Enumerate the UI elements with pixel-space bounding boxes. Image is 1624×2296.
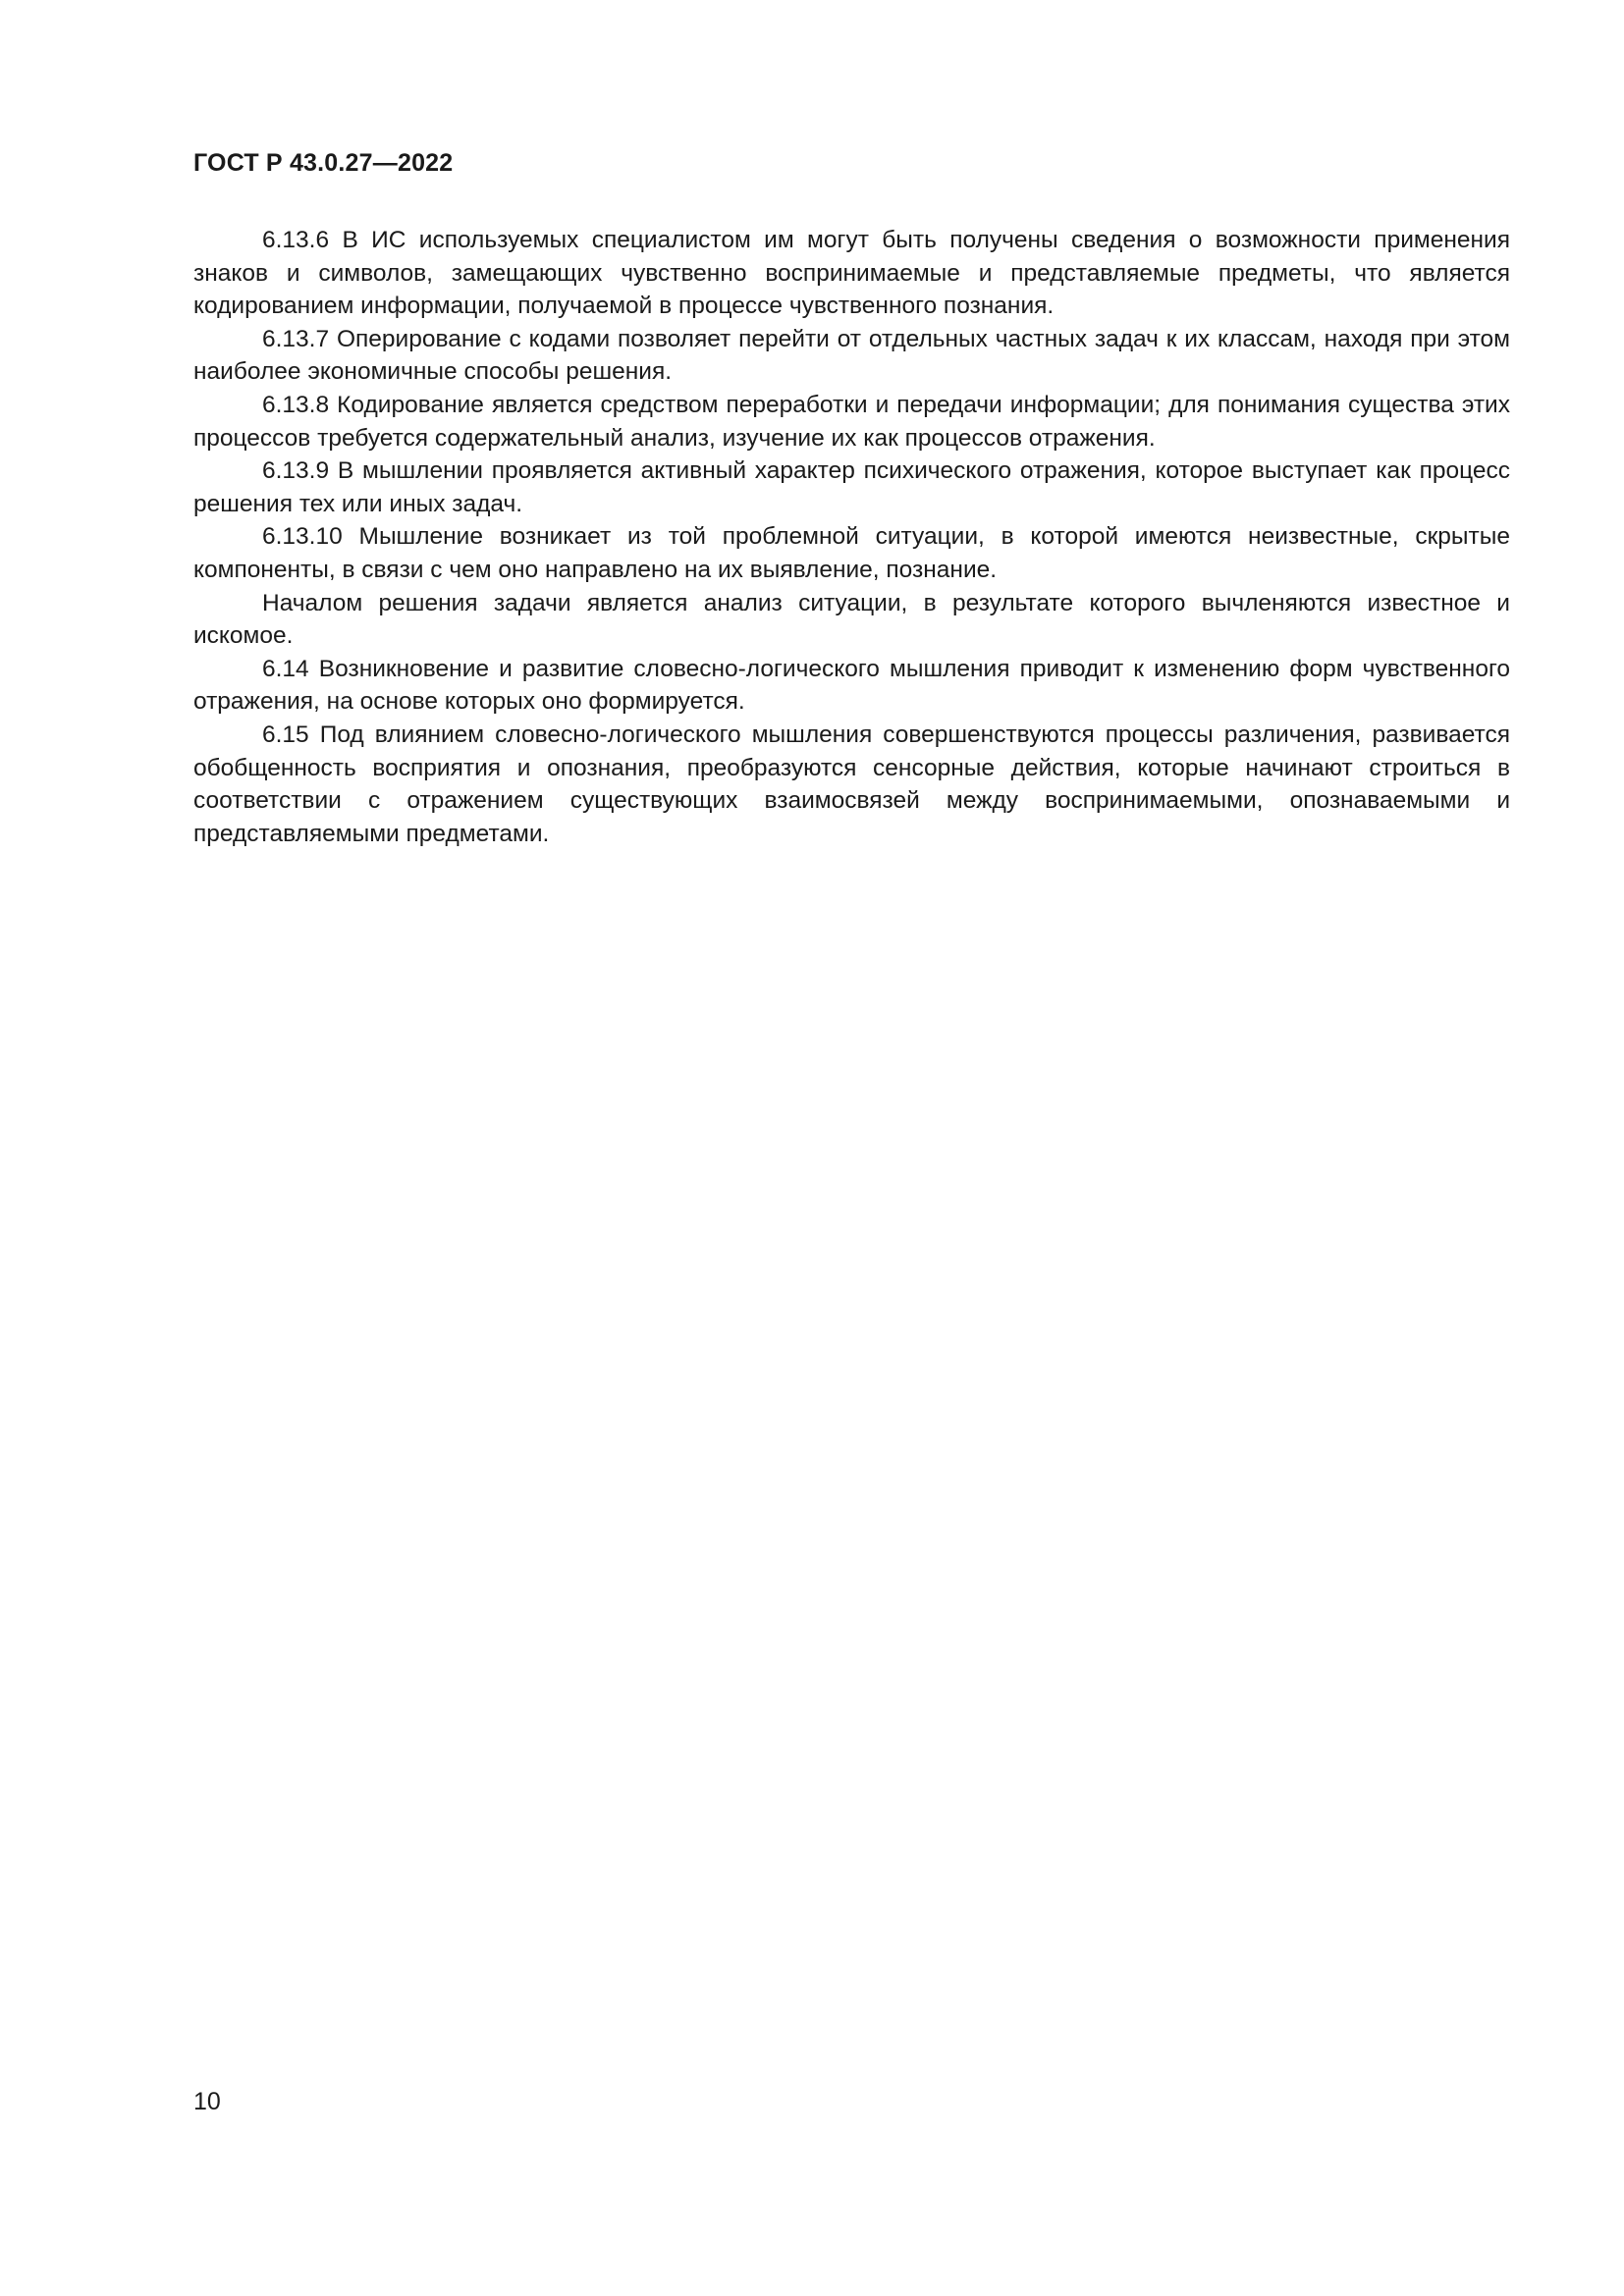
- paragraph-6-14: 6.14 Возникновение и развитие словесно-логического мышления приводит к изменению форм чувственного отражения, на основе которых оно формируется.: [193, 655, 1510, 716]
- paragraph-6-13-6: 6.13.6 В ИС используемых специалистом им могут быть получены сведения о возможности применения знаков и символов, замещающих чувственно воспринимаемые и представляемые предметы, что является кодированием информации, получаемой в процессе чувственного познания.: [193, 227, 1510, 320]
- paragraph-6-13-7: 6.13.7 Оперирование с кодами позволяет перейти от отдельных частных задач к их классам, находя при этом наиболее экономичные способы решения.: [193, 325, 1510, 386]
- document-header: ГОСТ Р 43.0.27—2022: [193, 149, 454, 177]
- paragraph-6-15: 6.15 Под влиянием словесно-логического мышления совершенствуются процессы различения, развивается обобщенность восприятия и опознания, преобразуются сенсорные действия, которые начинают строиться в соответствии с отражением существующих взаимосвязей между воспринимаемыми, опознаваемыми и представляемыми предметами.: [193, 721, 1510, 847]
- paragraph-6-13-10: 6.13.10 Мышление возникает из той проблемной ситуации, в которой имеются неизвестные, скрытые компоненты, в связи с чем оно направлено на их выявление, познание.: [193, 523, 1510, 583]
- page-number: 10: [193, 2088, 221, 2115]
- document-body: [193, 224, 1510, 850]
- paragraph-6-13-8: 6.13.8 Кодирование является средством переработки и передачи информации; для понимания существа этих процессов требуется содержательный анализ, изучение их как процессов отражения.: [193, 391, 1510, 452]
- paragraph-6-13-10-continued: Началом решения задачи является анализ ситуации, в результате которого вычленяются известное и искомое.: [193, 589, 1510, 650]
- paragraph-6-13-9: 6.13.9 В мышлении проявляется активный характер психического отражения, которое выступает как процесс решения тех или иных задач.: [193, 457, 1510, 517]
